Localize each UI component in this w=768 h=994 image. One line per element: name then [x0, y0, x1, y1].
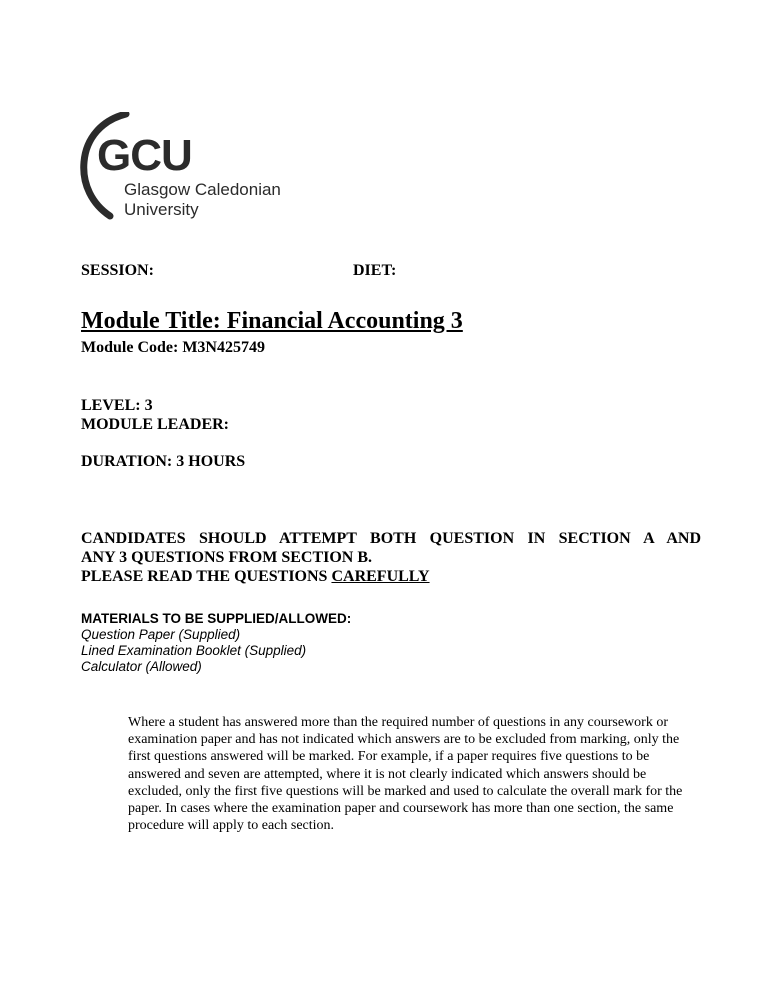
materials-item: Calculator (Allowed)	[81, 659, 202, 674]
materials-section	[81, 611, 351, 675]
instructions-line-3-prefix: PLEASE READ THE QUESTIONS	[81, 568, 332, 585]
materials-item: Question Paper (Supplied)	[81, 627, 241, 642]
marking-notice: Where a student has answered more than the required number of questions in any coursework or examination paper and has not indicated which answers are to be excluded from marking, only the first questions answered will be marked. For example, if a paper requires five questions to be answered and seven are attempted, where it is not clearly indicated which answers should be excluded, only the first five questions will be marked and used to calculate the overall mark for the paper. In cases where the examination paper and coursework has more than one section, the same procedure will apply to each section.	[128, 715, 683, 834]
materials-heading: MATERIALS TO BE SUPPLIED/ALLOWED:	[81, 611, 352, 626]
instructions-emphasis: CAREFULLY	[331, 568, 430, 585]
logo-abbr: GCU	[97, 131, 192, 180]
materials-item: Lined Examination Booklet (Supplied)	[81, 643, 307, 658]
diet-label: DIET:	[353, 262, 397, 279]
university-logo	[80, 112, 320, 224]
module-leader-label: MODULE LEADER:	[81, 416, 230, 433]
instructions-line-1: CANDIDATES SHOULD ATTEMPT BOTH QUESTION IN SECTION A AND	[81, 530, 701, 547]
logo-name-line1: Glasgow Caledonian	[124, 180, 281, 199]
module-code: Module Code: M3N425749	[81, 339, 265, 356]
session-diet-row	[81, 262, 541, 282]
session-label: SESSION:	[81, 262, 154, 279]
module-title: Module Title: Financial Accounting 3	[81, 308, 463, 334]
duration-label: DURATION: 3 HOURS	[81, 453, 246, 470]
logo-name-line2: University	[124, 200, 199, 219]
instructions-line-2: ANY 3 QUESTIONS FROM SECTION B.	[81, 549, 373, 566]
candidate-instructions	[81, 529, 701, 586]
level-label: LEVEL: 3	[81, 397, 153, 414]
instructions-line-3	[81, 567, 701, 586]
